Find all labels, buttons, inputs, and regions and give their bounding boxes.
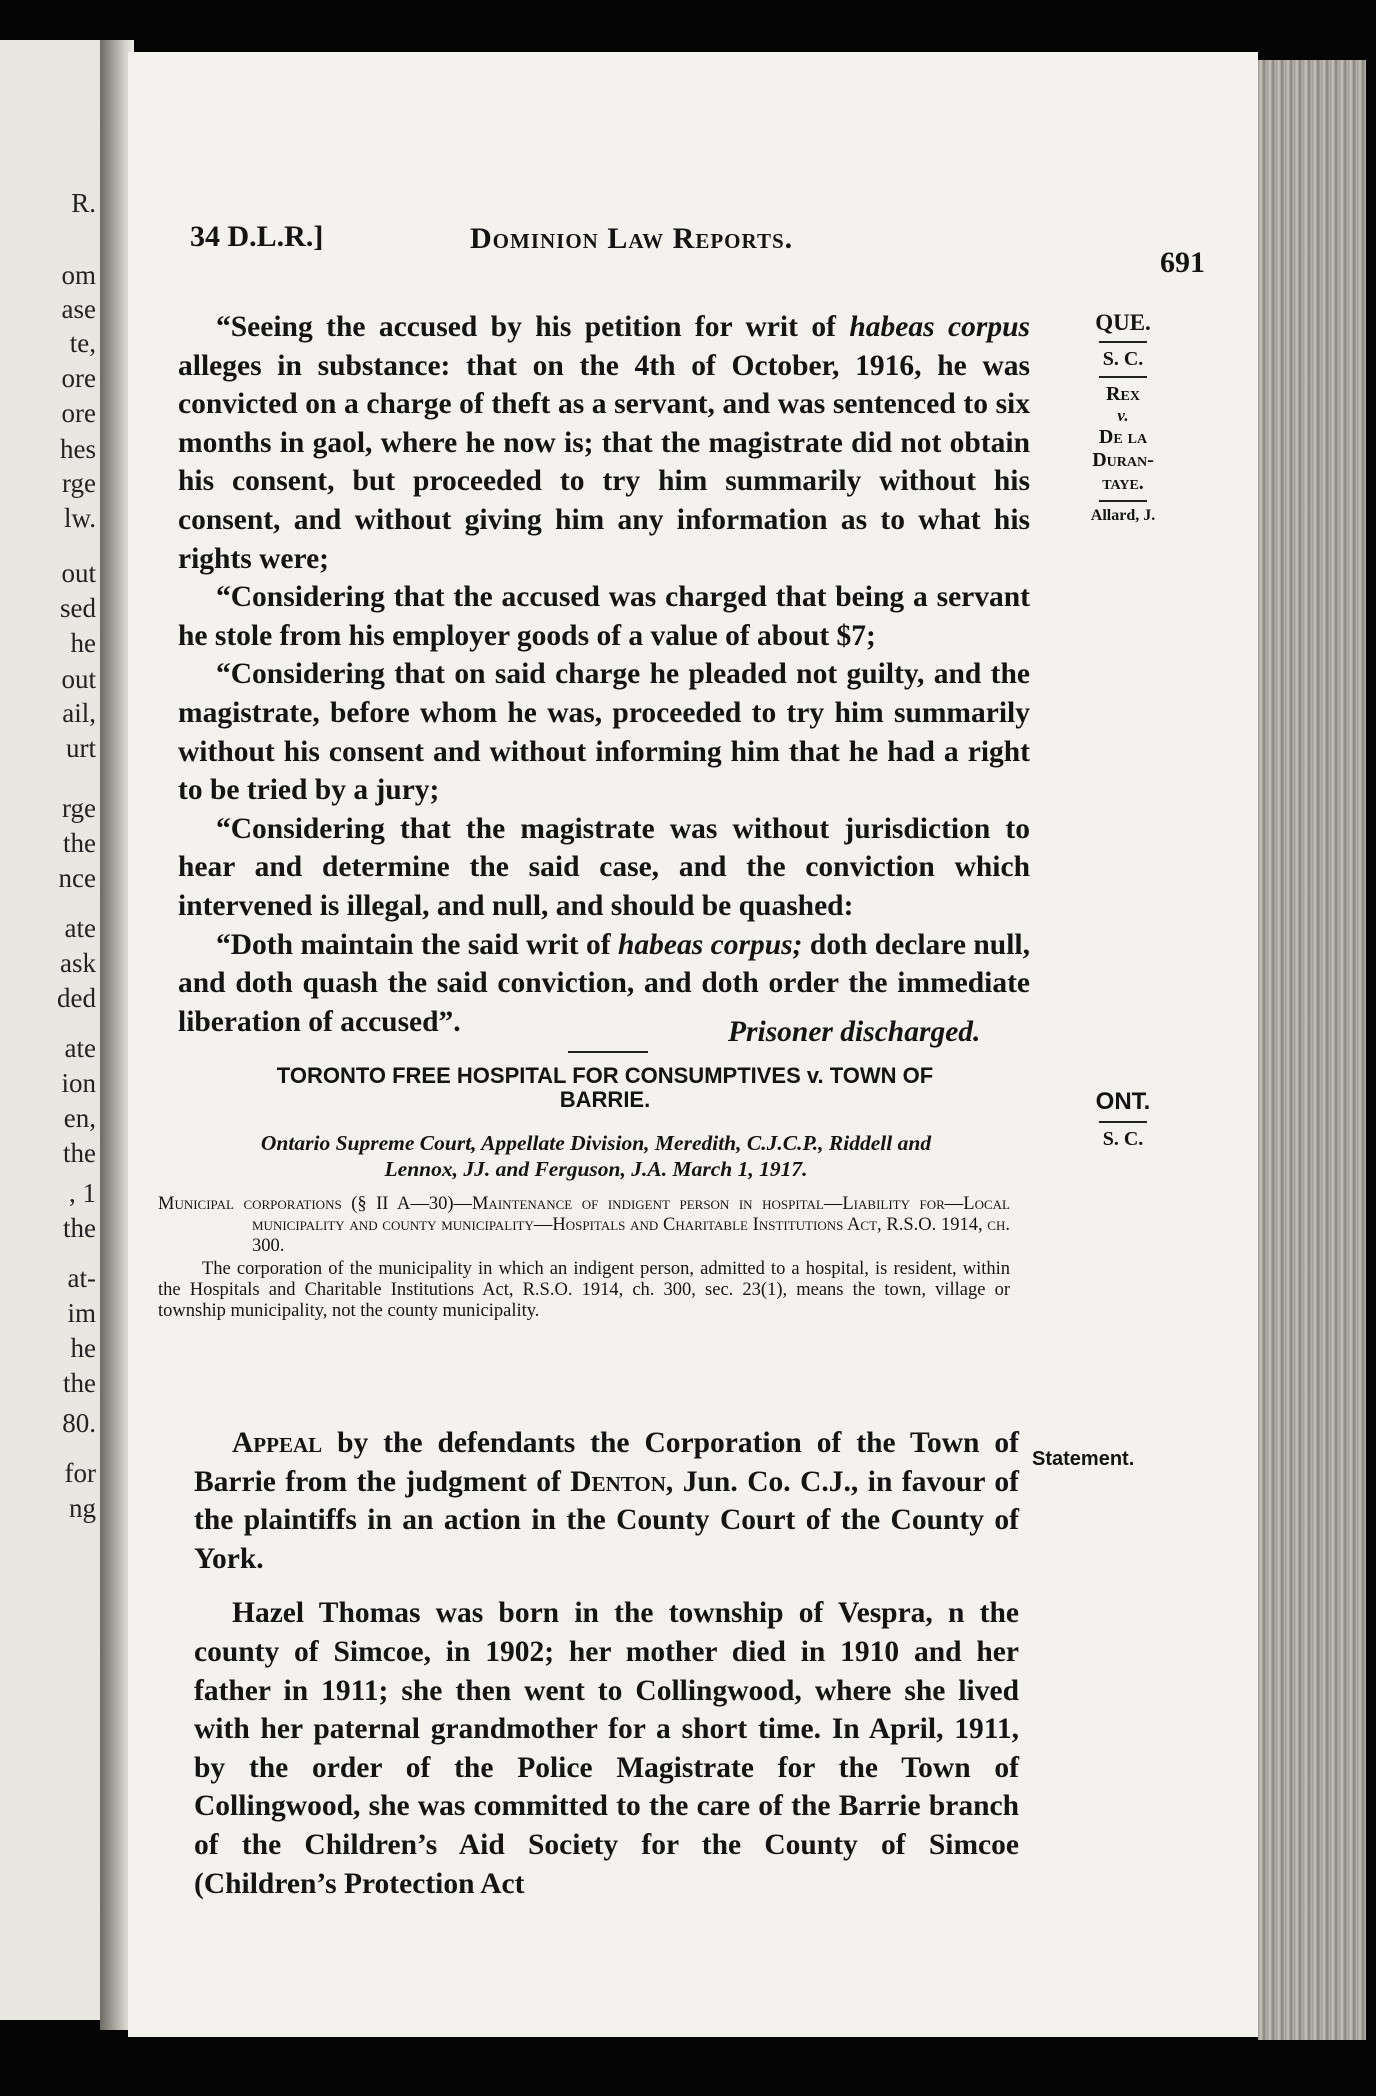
facing-page-fragment: ail, [62, 698, 96, 728]
facing-page-fragment: urt [66, 733, 96, 763]
judgment-text [178, 308, 1030, 1041]
margin-case-v: v. [1117, 406, 1129, 425]
facing-page-fragment: the [63, 828, 96, 858]
facing-page-fragment: om [61, 260, 96, 290]
facing-page-fragment: lw. [64, 503, 96, 533]
facing-page-fragment: R. [71, 188, 96, 218]
running-head-title: Dominion Law Reports. [470, 222, 794, 255]
paragraph: “Considering that the magistrate was without jurisdiction to hear and determine the said case, and the conviction which intervened is illegal, and null, and should be quashed: [178, 812, 1030, 922]
paragraph: Appeal by the defendants the Corporation of the Town of Barrie from the judgment of Denton, Jun. Co. C.J., in favour of the plaintiffs in an action in the County Court of the County of York. [194, 1427, 1020, 1575]
facing-page-fragment: hes [60, 434, 96, 464]
facing-page-fragment: te, [69, 328, 96, 358]
facing-page-fragment: the [63, 1138, 96, 1168]
facing-page-fragment: at- [67, 1263, 96, 1293]
divider-rule [568, 1051, 648, 1053]
paragraph: “Considering that the accused was charged that being a servant he stole from his employer goods of a value of about $7; [178, 581, 1030, 652]
facing-page-fragment: ore [61, 398, 96, 428]
headnote [158, 1194, 1010, 1322]
facing-page-fragment: rge [62, 468, 96, 498]
facing-page-fragment: he [70, 1333, 96, 1363]
facing-page-fragment: ore [61, 363, 96, 393]
facing-page-fragment: ate [64, 1033, 96, 1063]
margin-judge: Allard, J. [1090, 507, 1156, 524]
margin-province: ONT. [1095, 1088, 1151, 1115]
page-stack-edge [1258, 60, 1366, 2040]
headnote-topic: Municipal corporations (§ II A—30)—Maintenance of indigent person in hospital—Liability for—Local municipality and county municipality—Hospitals and Charitable Institutions Act, R.S.O. 1914, ch. 300. [158, 1194, 1010, 1256]
facing-page-fragment: the [63, 1368, 96, 1398]
facing-page-fragment: en, [63, 1103, 96, 1133]
facing-page-fragment: 80. [62, 1408, 96, 1438]
court-line [164, 1130, 1028, 1182]
facing-page-fragment: ate [64, 913, 96, 943]
facing-page-fragment: im [67, 1298, 96, 1328]
margin-court: S. C. [1102, 348, 1144, 370]
running-head-volume: 34 D.L.R.] [190, 220, 324, 253]
facing-page-fragment: sed [60, 593, 96, 623]
facing-page-fragment: the [63, 1213, 96, 1243]
facing-page-fragment: ase [61, 294, 96, 324]
margin-note-case [1068, 310, 1178, 525]
margin-case-rex: Rex [1106, 383, 1140, 405]
facing-page-fragment: , 1 [69, 1178, 96, 1208]
margin-court: S. C. [1102, 1128, 1144, 1150]
paragraph: “Seeing the accused by his petition for writ of habeas corpus alleges in substance: that on the 4th of October, 1916, he was convicted on a charge of theft as a servant, and was sentenced to six months in gaol, where he now is; that the magistrate did not obtain his consent, but proceeded to try him summarily without his consent, and without giving him any information as to what his rights were; [178, 311, 1030, 575]
paragraph: Hazel Thomas was born in the township of Vespra, n the county of Simcoe, in 1902; her mother died in 1910 and her father in 1911; she then went to Collingwood, where she lived with her paternal grandmother for a short time. In April, 1911, by the order of the Police Magistrate for the Town of Collingwood, she was committed to the care of the Barrie branch of the Children’s Aid Society for the County of Simcoe (Children’s Protection Act [194, 1597, 1019, 1900]
facing-page-fragment: ion [61, 1068, 96, 1098]
margin-note-case2 [1068, 1088, 1178, 1151]
statement-text [194, 1424, 1019, 1903]
page-number: 691 [1160, 246, 1205, 279]
facing-page-fragment: nce [58, 863, 96, 893]
facing-page-fragment: out [61, 558, 96, 588]
facing-page-fragment: for [64, 1458, 96, 1488]
case-title-line2: BARRIE. [559, 1087, 651, 1112]
margin-province: QUE. [1095, 310, 1151, 335]
case-title [180, 1064, 1030, 1112]
court-line1: Ontario Supreme Court, Appellate Division, Meredith, C.J.C.P., Riddell and [260, 1131, 932, 1155]
case-title-line1: TORONTO FREE HOSPITAL FOR CONSUMPTIVES v. TOWN OF [276, 1063, 934, 1088]
facing-page-fragment: rge [62, 793, 96, 823]
paragraph: “Considering that on said charge he pleaded not guilty, and the magistrate, before whom he was, proceeded to try him summarily without his consent and without informing him that he had a right to be tried by a jury; [178, 658, 1030, 807]
margin-case-duran: Duran- [1092, 449, 1154, 471]
disposition: Prisoner discharged. [728, 1016, 981, 1048]
margin-case-de-la: De la [1098, 426, 1148, 448]
facing-page-edge [0, 40, 102, 2020]
headnote-holding: The corporation of the municipality in which an indigent person, admitted to a hospital, is resident, within the Hospitals and Charitable Institutions Act, R.S.O. 1914, ch. 300, sec. 23(1), means the town, village or township municipality, not the county municipality. [158, 1259, 1010, 1321]
facing-page-fragment: ask [60, 948, 96, 978]
facing-page-fragment: ng [69, 1493, 96, 1523]
court-line2: Lennox, JJ. and Ferguson, J.A. March 1, 1917. [384, 1157, 808, 1181]
facing-page-fragment: he [70, 628, 96, 658]
facing-page-fragment: ded [57, 983, 96, 1013]
margin-statement: Statement. [1032, 1448, 1135, 1470]
paragraph: “Doth maintain the said writ of habeas corpus; doth declare null, and doth quash the said conviction, and doth order the immediate liberation of accused”. [178, 928, 1030, 1038]
margin-case-taye: taye. [1102, 472, 1144, 494]
facing-page-fragment: out [61, 664, 96, 694]
